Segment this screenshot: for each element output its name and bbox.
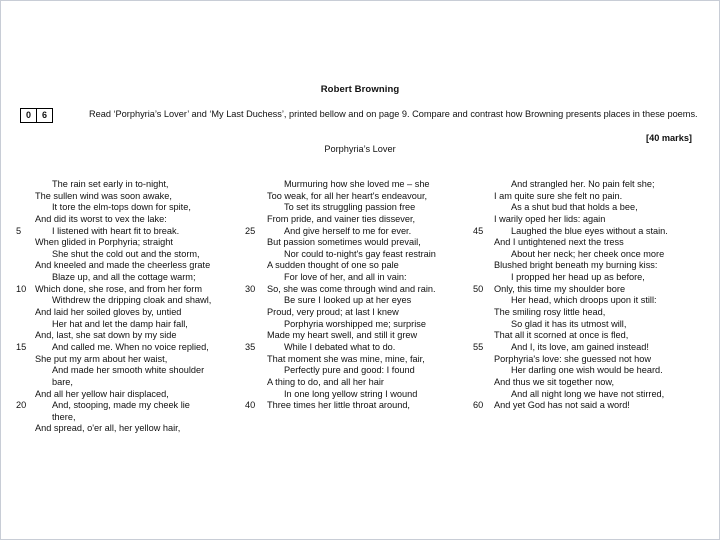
poem-line [494,319,668,331]
poem-line-text: And kneeled and made the cheerless grate [35,260,211,271]
poem-line [16,225,211,238]
question-number-digit: 0 [20,108,37,123]
poem-line [35,237,211,249]
poem-line [267,202,436,214]
line-number: 60 [473,400,484,411]
poem-line [35,295,211,307]
poem-line-text: Murmuring how she loved me – she [284,179,430,189]
poem-line-text: I warily oped her lids: again [494,213,606,224]
poem-line [494,179,668,191]
poem-line-text: And did its worst to vex the lake: [35,213,167,224]
poem-line [473,400,668,412]
poem-line [267,307,436,319]
poem-line [35,179,211,191]
poem-line-text: A sudden thought of one so pale [267,260,399,271]
poem-line [267,319,436,331]
poem-title: Porphyria’s Lover [324,144,396,154]
poem-line [267,214,436,226]
poem-line-text: there, [52,411,76,422]
question-number-box [20,108,53,123]
poem-line-text: As a shut bud that holds a bee, [511,202,638,213]
poem-line-text: While I debated what to do. [284,341,396,352]
poem-line [494,330,668,342]
poem-line [267,237,436,249]
poem-line [35,412,211,424]
poem-line-text: And thus we sit together now, [494,376,615,387]
poem-line [267,295,436,307]
page-title: Robert Browning [320,84,400,95]
poem-line-text: Be sure I looked up at her eyes [284,295,412,306]
poem-line [35,202,211,214]
poem-line [35,389,211,401]
poem-line-text: Nor could to-night's gay feast restrain [284,248,436,259]
poem-line-text: And I untightened next the tress [494,237,624,248]
marks-label: [40 marks] [646,133,692,143]
poem-line [35,249,211,261]
poem-line-text: That all it scorned at once is fled, [494,330,629,341]
poem-line-text: Blushed bright beneath my burning kiss: [494,260,658,271]
poem-line-text: And, stooping, made my cheek lie [52,400,190,411]
poem-line-text: And give herself to me for ever. [284,225,412,236]
poem-line [245,400,436,412]
line-number: 55 [473,341,484,352]
poem-line [35,260,211,272]
poem-line [494,214,668,226]
poem-line [35,191,211,203]
poem-line-text: And laid her soiled gloves by, untied [35,307,182,318]
poem-line [473,225,668,238]
poem-line-text: Her head, which droops upon it still: [511,295,657,306]
poem-line-text: But passion sometimes would prevail, [267,237,421,248]
poem-line-text: bare, [52,376,73,387]
poem-line-text: And strangled her. No pain felt she; [511,179,655,189]
poem-line [494,389,668,401]
poem-line [35,423,211,435]
question-number-digit: 6 [37,108,53,123]
poem-line [267,249,436,261]
poem-line-text: The sullen wind was soon awake, [35,190,172,201]
poem-line-text: Her darling one wish would be heard. [511,365,663,376]
poem-line [16,341,211,354]
line-number: 30 [245,283,256,294]
poem-line-text: Proud, very proud; at last I knew [267,307,399,318]
poem-line-text: Three times her little throat around, [267,400,410,411]
poem-line-text: And, last, she sat down by my side [35,330,177,341]
poem-line-text: Which done, she rose, and from her form [35,283,202,294]
poem-line [35,272,211,284]
poem-line [494,272,668,284]
poem-line [494,307,668,319]
poem-line [494,249,668,261]
line-number: 5 [16,225,22,236]
poem-line [35,330,211,342]
poem-line-text: Porphyria's love: she guessed not how [494,353,652,364]
poem-line [16,283,211,296]
poem-line [16,400,211,412]
line-number: 20 [16,400,27,411]
poem-line-text: From pride, and vainer ties dissever, [267,213,416,224]
line-number: 15 [16,341,27,352]
poem-line-text: Perfectly pure and good: I found [284,365,415,376]
poem-line [35,377,211,389]
poem-line [267,365,436,377]
poem-line [494,237,668,249]
poem-line [245,341,436,354]
line-number: 10 [16,283,27,294]
poem-line-text: Laughed the blue eyes without a stain. [511,225,668,236]
line-number: 25 [245,225,256,236]
poem-line-text: In one long yellow string I wound [284,388,418,399]
poem-line [35,365,211,377]
poem-line-text: It tore the elm-tops down for spite, [52,202,191,213]
poem-line [267,389,436,401]
poem-line-text: And I, its love, am gained instead! [511,341,649,352]
poem-line-text: A thing to do, and all her hair [267,376,384,387]
poem-line [35,319,211,331]
poem-line-text: To set its struggling passion free [284,202,416,213]
poem-line-text: The rain set early in to-night, [52,179,169,189]
poem-line [494,260,668,272]
poem-line-text: I propped her head up as before, [511,272,645,283]
poem-line [267,354,436,366]
poem-line [473,283,668,296]
poem-line-text: Withdrew the dripping cloak and shawl, [52,295,212,306]
poem-line-text: So glad it has its utmost will, [511,318,627,329]
poem-line-text: Only, this time my shoulder bore [494,283,626,294]
poem-line [35,307,211,319]
poem-line-text: When glided in Porphyria; straight [35,237,173,248]
poem-line-text: I am quite sure she felt no pain. [494,190,623,201]
poem-line [245,225,436,238]
poem-line [245,283,436,296]
poem-line-text: And called me. When no voice replied, [52,341,209,352]
poem-line-text: So, she was come through wind and rain. [267,283,436,294]
poem-line-text: And spread, o'er all, her yellow hair, [35,423,181,434]
poem-line [267,377,436,389]
poem-column-3 [473,179,668,412]
poem-line-text: Too weak, for all her heart's endeavour, [267,190,428,201]
poem-line [35,214,211,226]
poem-line-text: Blaze up, and all the cottage warm; [52,272,196,283]
poem-line-text: For love of her, and all in vain: [284,272,407,283]
poem-line-text: About her neck; her cheek once more [511,248,665,259]
poem-line-text: I listened with heart fit to break. [52,225,180,236]
poem-line-text: And yet God has not said a word! [494,400,630,411]
line-number: 40 [245,400,256,411]
line-number: 45 [473,225,484,236]
poem-line [267,179,436,191]
poem-line-text: That moment she was mine, mine, fair, [267,353,425,364]
poem-column-2 [245,179,436,412]
poem-line [494,365,668,377]
poem-line-text: Her hat and let the damp hair fall, [52,318,188,329]
poem-line [494,191,668,203]
poem-line [494,354,668,366]
poem-line-text: And made her smooth white shoulder [52,365,205,376]
poem-column-1 [16,179,212,435]
poem-line [267,191,436,203]
poem-line-text: The smiling rosy little head, [494,307,606,318]
poem-line [494,377,668,389]
poem-line-text: And all her yellow hair displaced, [35,388,169,399]
poem-line [494,202,668,214]
line-number: 35 [245,341,256,352]
poem-line-text: Made my heart swell, and still it grew [267,330,418,341]
line-number: 50 [473,283,484,294]
poem-line [267,272,436,284]
poem-line-text: Porphyria worshipped me; surprise [284,318,426,329]
poem-line [35,354,211,366]
question-instruction: Read ‘Porphyria’s Lover’ and ‘My Last Duchess’, printed bellow and on page 9. Compare and contrast how Browning presents places in these poems. [89,109,698,119]
poem-line [267,330,436,342]
poem-line [494,295,668,307]
poem-line-text: She put my arm about her waist, [35,353,168,364]
poem-line [267,260,436,272]
poem-line [473,341,668,354]
poem-line-text: And all night long we have not stirred, [511,388,665,399]
poem-line-text: She shut the cold out and the storm, [52,248,200,259]
